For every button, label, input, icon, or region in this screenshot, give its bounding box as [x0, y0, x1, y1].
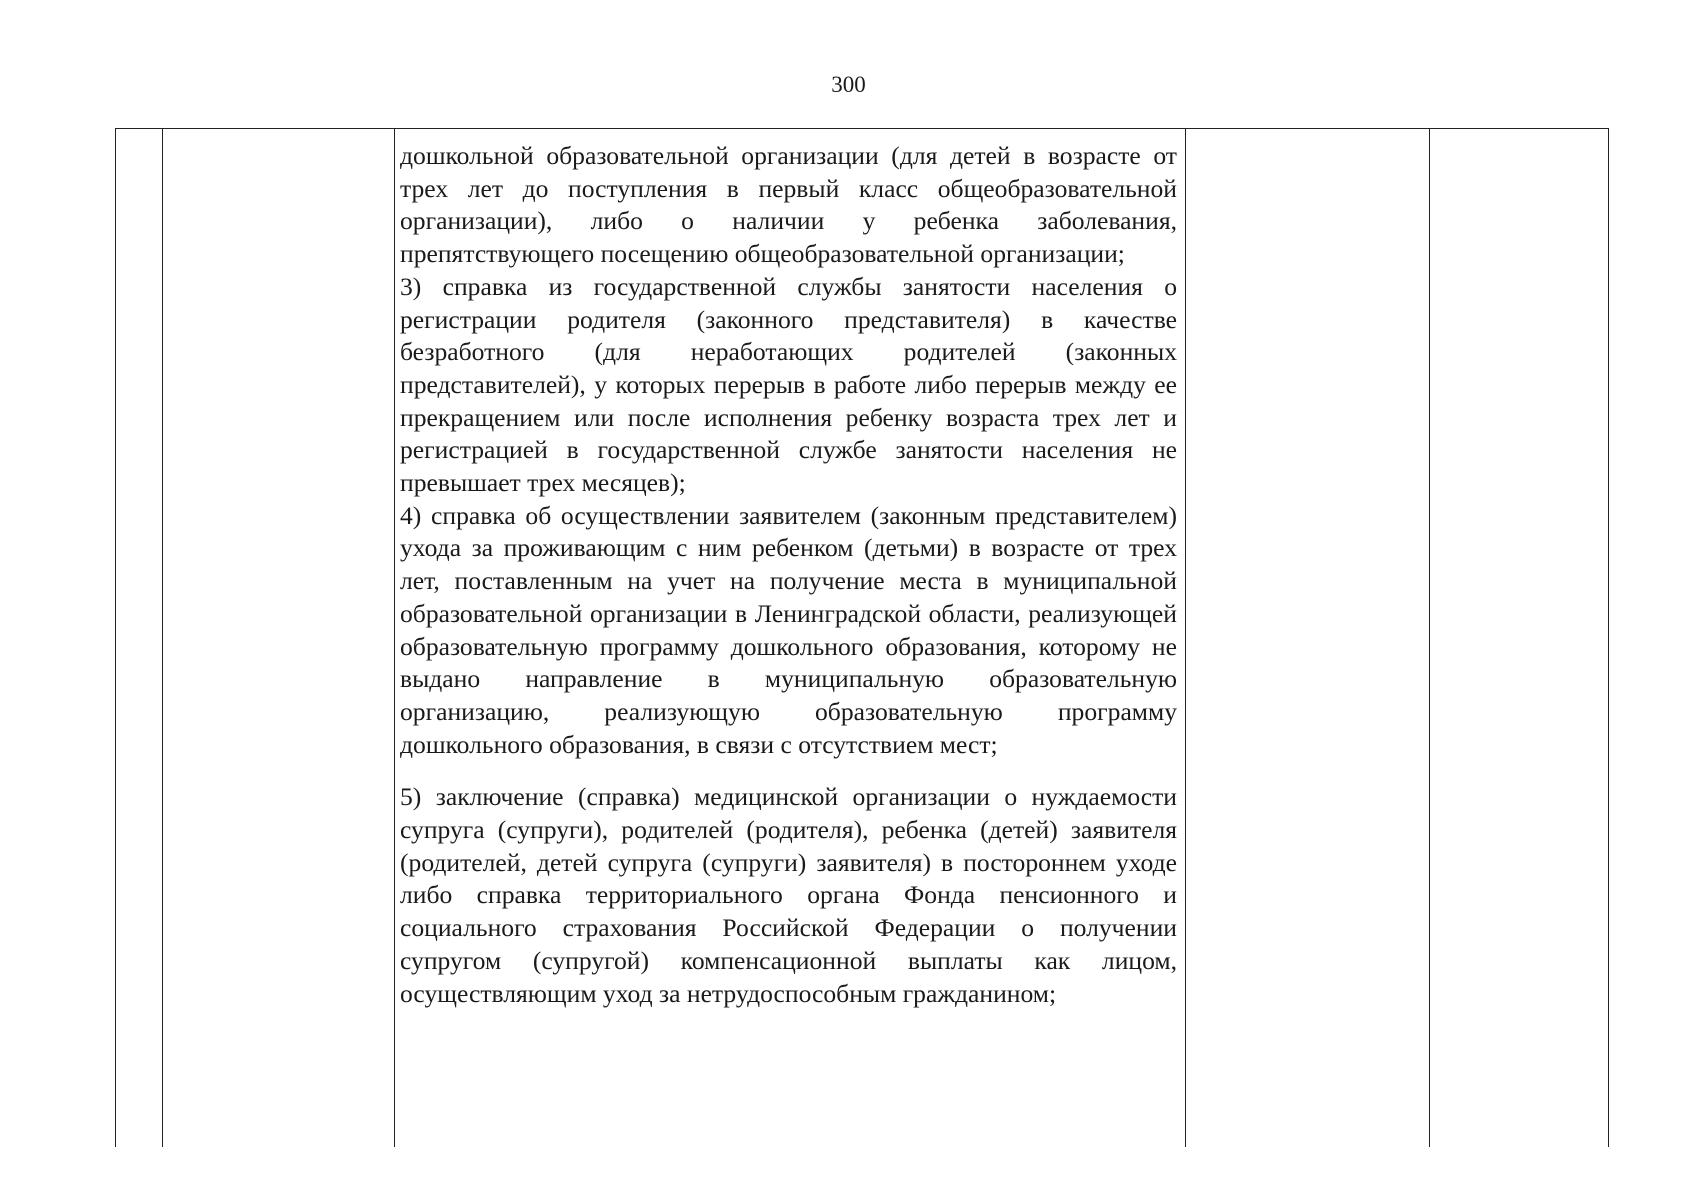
page-number: 300 — [831, 72, 866, 97]
table-cell-documents — [400, 140, 1177, 1010]
paragraph: 5) заключение (справка) медицинской организации о нуждаемости супруга (супруги), родителей (родителя), ребенка (детей) заявителя (родителей, детей супруга (супруги) заявителя) в постороннем уходе либо справка территориального органа Фонда пенсионного и социального страхования Российской Федерации о получении супругом (супругой) компенсационной выплаты как лицом, осуществляющим уход за нетрудоспособным гражданином; — [400, 782, 1177, 1008]
table-column-border — [1429, 128, 1430, 1147]
paragraph: 4) справка об осуществлении заявителем (законным представителем) ухода за проживающим с ним ребенком (детьми) в возрасте от трех лет, поставленным на учет на получение места в муниципальной образовательной организации в Ленинградской области, реализующей образовательную программу дошкольного образования, которому не выдано направление в муниципальную образовательную организацию, реализующую образовательную программу дошкольного образования, в связи с отсутствием мест; — [400, 500, 1177, 759]
paragraph: дошкольной образовательной организации (для детей в возрасте от трех лет до поступления в первый класс общеобразовательной организации), либо о наличии у ребенка заболевания, препятствующего посещению общеобразовательной организации; — [400, 141, 1177, 269]
table-column-border — [115, 128, 116, 1147]
table-column-border — [1185, 128, 1186, 1147]
table-column-border — [162, 128, 163, 1147]
table-top-border — [115, 128, 1608, 129]
table-column-border — [394, 128, 395, 1147]
paragraph: 3) справка из государственной службы занятости населения о регистрации родителя (законного представителя) в качестве безработного (для неработающих родителей (законных представителей), у которых перерыв в работе либо перерыв между ее прекращением или после исполнения ребенку возраста трех лет и регистрацией в государственной службе занятости населения не превышает трех месяцев); — [400, 271, 1177, 498]
table-column-border — [1608, 128, 1609, 1147]
